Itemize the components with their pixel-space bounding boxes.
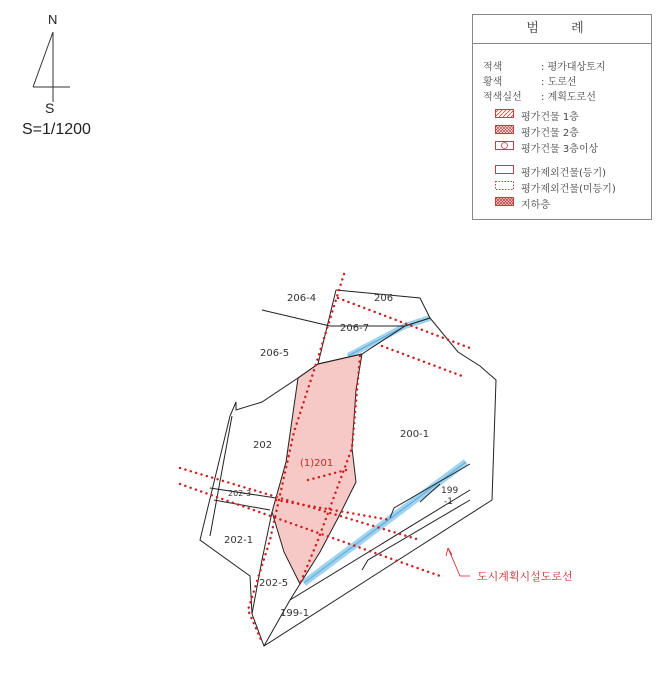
parcel-label-206-4: 206-4 [287,293,317,304]
parcel-label-206: 206 [374,293,394,304]
legend-entry-yellow: 황색 : 도로선 [483,77,577,88]
south-label: S [45,100,55,116]
scale-text: S=1/1200 [22,121,91,138]
parcel-label-202-1: 202-1 [224,535,254,546]
plan-road-leader [446,548,470,576]
parcel-label-202-5: 202-5 [259,578,289,589]
legend-title: 범 례 [473,15,651,44]
swatch-floor3-label: 평가건물 3층이상 [521,144,599,155]
swatch-floor2-label: 평가건물 2층 [521,128,579,139]
legend-entry-red-solid: 적색실선 : 계획도로선 [483,92,596,103]
parcel-label-200-1: 200-1 [400,429,430,440]
swatch-excluded-unregistered-label: 평가제외건물(미등기) [521,184,616,195]
parcel-label-202: 202 [253,440,273,451]
parcel-label-199-sub: -1 [444,497,453,507]
parcel-label-206-7: 206-7 [340,323,370,334]
parcel-label-199-1: 199-1 [280,608,310,619]
parcel-label-199: 199 [441,486,459,496]
parcel-label-206-5: 206-5 [260,348,290,359]
parcel-label-202-3: 202-3 [228,489,252,498]
swatch-floor1-label: 평가건물 1층 [521,112,579,123]
swatch-excluded-registered-label: 평가제외건물(등기) [521,168,607,179]
parcel-label-201: (1)201 [300,458,334,469]
swatch-basement-label: 지하층 [521,200,550,211]
legend-entry-red: 적색 : 평가대상토지 [483,62,606,73]
north-label: N [48,12,58,27]
plan-road-label: 도시계획시설도로선 [477,570,573,583]
